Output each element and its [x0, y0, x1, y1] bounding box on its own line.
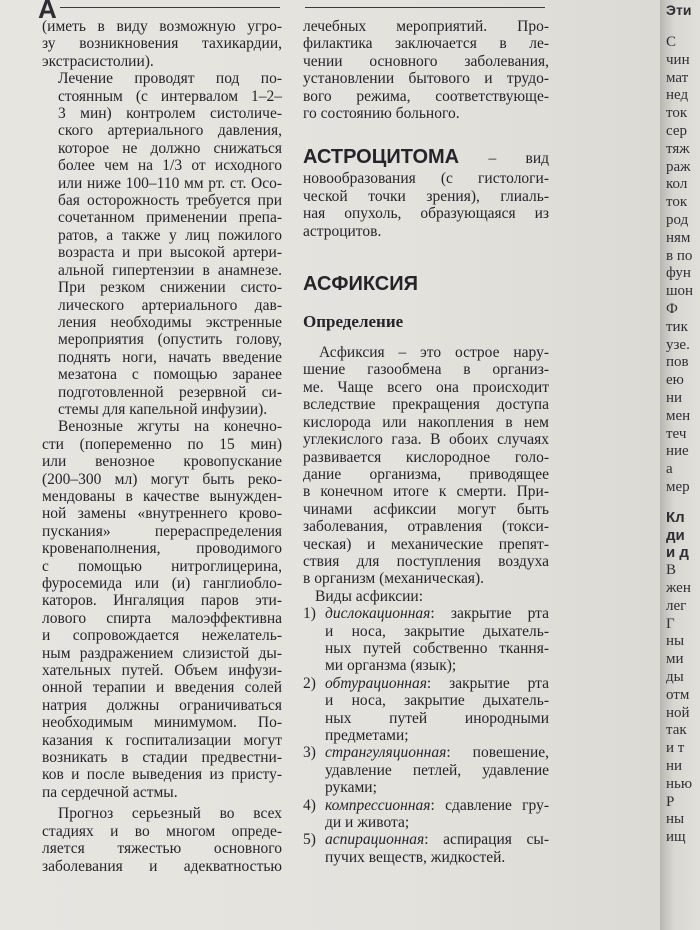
entry-astrocytoma: АСТРОЦИТОМА – вид новообразования (с гистологи- ческой точки зрения), глиаль- ная опухоль, образующаяся из астроцитов.	[303, 146, 550, 240]
edge-fragment: Кл	[666, 508, 685, 526]
edge-fragment: тяж	[666, 140, 690, 157]
edge-fragment: ням	[666, 229, 691, 246]
edge-fragment: нью	[666, 775, 693, 792]
edge-fragment: ны	[666, 633, 685, 650]
edge-fragment: и т	[666, 740, 685, 757]
list-item: 1) дислокационная: закрытие рта и носа, закрытие дыхатель- ных путей собственно ткання- ми органзма (язык);	[303, 605, 549, 675]
entry-title-astrocytoma: АСТРОЦИТОМА	[303, 146, 460, 169]
edge-fragment: раж	[666, 158, 691, 175]
edge-fragment: ни	[666, 758, 683, 774]
edge-fragment: ми	[666, 651, 684, 668]
types-intro: Виды асфиксии:	[315, 587, 424, 605]
edge-fragment: С	[666, 34, 677, 50]
edge-fragment: ны	[666, 811, 685, 828]
edge-fragment: ищ	[666, 829, 686, 846]
edge-fragment: фун	[666, 265, 691, 282]
running-head-right: Эти	[666, 2, 692, 18]
edge-fragment: лег	[666, 597, 687, 614]
header-rule-right	[305, 7, 545, 8]
edge-fragment: ток	[666, 194, 688, 211]
edge-fragment: род	[666, 212, 689, 228]
edge-fragment: чин	[666, 51, 690, 68]
edge-fragment: ею	[666, 372, 684, 389]
edge-fragment: ди	[666, 526, 685, 544]
edge-fragment: отм	[666, 686, 690, 703]
edge-fragment: Р	[666, 793, 675, 810]
edge-fragment: кол	[666, 176, 688, 193]
edge-fragment: а	[666, 461, 673, 478]
edge-fragment: шон	[666, 283, 694, 300]
paragraph-continued: (иметь в виду возможную угро- зу возникновения тахикардии, экстрасистолии).	[42, 18, 282, 70]
middle-column	[303, 18, 549, 866]
edge-fragment: теч	[666, 425, 687, 442]
edge-fragment: ды	[666, 669, 684, 685]
subheading-definition: Определение	[303, 312, 404, 332]
section-letter: А	[38, 0, 57, 24]
entry-title-asphyxia: АСФИКСИЯ	[303, 273, 418, 296]
paragraph-definition: Асфиксия – это острое нару- шение газообмена в организ- ме. Чаще всего она происходит вследствие прекращения доступа кислорода или накопления в нем углекислого газа. В обоих случаях развивается кислородное голо- дание организма, приводящее в конечном итоге к смерти. При- чинами асфиксии могут быть заболевания, отравления (токси- ческая) и механические препят- ствия для поступления воздуха в организм (механическая).	[303, 344, 549, 588]
edge-fragment: тик	[666, 318, 688, 335]
edge-fragment: и д	[666, 544, 689, 562]
edge-fragment: мен	[666, 407, 691, 424]
edge-fragment: мер	[666, 479, 690, 495]
edge-fragment: мат	[666, 69, 689, 86]
edge-fragment: в по	[666, 247, 693, 264]
edge-fragment: так	[666, 722, 687, 739]
list-item: 5) аспирационная: аспирация сы- пучих веществ, жидкостей.	[303, 831, 549, 866]
edge-fragment: узе.	[666, 336, 690, 353]
edge-fragment: пов	[666, 354, 689, 371]
edge-fragment: ной	[666, 704, 690, 721]
paragraph-treatment: Лечение проводят под по- стоянным (с интервалом 1–2– 3 мин) контролем систоличе- ского артериального давления, которое не должно снижаться более чем на 1/3 от исходного или ниже 100–110 мм рт. ст. Осо- бая осторожность требуется при сочетанном применении препа- ратов, а также у лиц пожилого возраста и при высокой артери- альной гипертензии в анамнезе. При резком снижении систо- лического артериального дав- ления необходимы экстренные мероприятия (опустить голову, поднять ноги, начать введение мезатона с помощью заранее подготовленной резервной си- стемы для капельной инфузии).	[58, 70, 282, 418]
list-item: 2) обтурационная: закрытие рта и носа, закрытие дыхатель- ных путей инородными предметами;	[303, 674, 549, 744]
edge-fragment: жен	[666, 580, 691, 596]
paragraph-prognosis: Прогноз серьезный во всех стадиях и во многом опреде- ляется тяжестью основного заболевания и адекватностью	[42, 805, 282, 875]
edge-fragment: В	[666, 562, 677, 579]
edge-fragment: Ф	[666, 301, 678, 317]
edge-fragment: ток	[666, 105, 688, 122]
paragraph-prevention: лечебных мероприятий. Про- филактика заключается в ле- чении основного заболевания, установлении бытового и трудо- вого режима, соответствующе- го состоянию больного.	[303, 18, 549, 123]
edge-fragment: сер	[666, 123, 687, 139]
left-column	[42, 18, 282, 875]
edge-fragment: ни	[666, 390, 683, 406]
edge-fragment: ние	[666, 443, 689, 460]
next-page-edge	[660, 0, 700, 930]
paragraph-tourniquets: Венозные жгуты на конечно- сти (попеременно по 15 мин) или венозное кровопускание (200–300 мл) могут быть реко- мендованы в качестве вынужден- ной замены «внутреннего крово- пускания» перераспределения кровенаполнения, проводимого с помощью нитроглицерина, фуросемида или (и) ганглиобло- каторов. Ингаляция паров эти- лового спирта малоэффективна и сопровождается нежелатель- ным раздражением слизистой ды- хательных путей. Объем инфузи- онной терапии и введения солей натрия должны ограничиваться необходимым минимумом. По- казания к госпитализации могут возникать в стадии предвестни- ков и после выведения из присту- па сердечной астмы.	[42, 418, 282, 801]
list-item: 4) компрессионная: сдавление гру- ди и живота;	[303, 796, 549, 832]
header-rule	[60, 7, 280, 8]
list-item: 3) странгуляционная: повешение, удавление петлей, удавление руками;	[303, 744, 549, 797]
edge-fragment: Г	[666, 615, 675, 632]
edge-fragment: нед	[666, 87, 689, 104]
